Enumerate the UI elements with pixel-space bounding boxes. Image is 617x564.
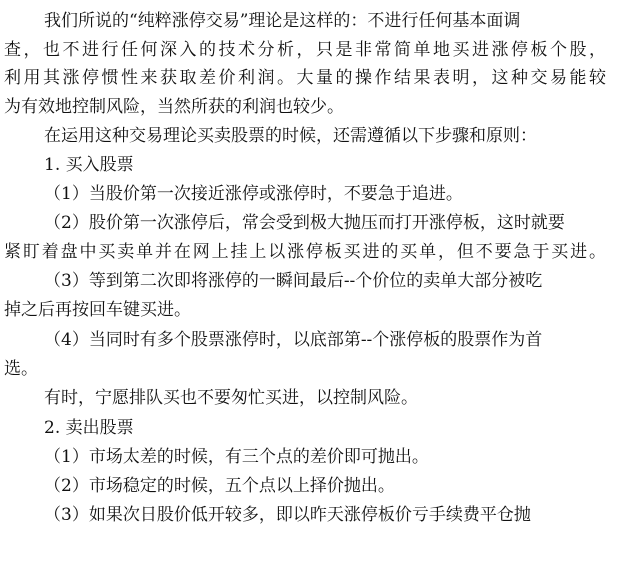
buy-note: 有时，宁愿排队买也不要匆忙买进，以控制风险。 — [44, 388, 418, 408]
buy-rule-4-line-2: 选。 — [4, 359, 38, 379]
buy-rule-1: （1）当股价第一次接近涨停或涨停时，不要急于追进。 — [44, 184, 463, 204]
buy-rule-4-line-1: （4）当同时有多个股票涨停时，以底部第--个涨停板的股票作为首 — [44, 330, 543, 350]
buy-rule-2-line-1: （2）股价第一次涨停后，常会受到极大抛压而打开涨停板，这时就要 — [44, 213, 565, 233]
sell-rule-2: （2）市场稳定的时候，五个点以上择价抛出。 — [44, 476, 395, 496]
sell-rule-3: （3）如果次日股价低开较多，即以昨天涨停板价亏手续费平仓抛 — [44, 505, 531, 525]
buy-rule-3-line-2: 掉之后再按回车键买进。 — [4, 300, 191, 320]
buy-heading: 1. 买入股票 — [44, 155, 134, 175]
buy-rule-3-line-1: （3）等到第二次即将涨停的一瞬间最后--个价位的卖单大部分被吃 — [44, 271, 543, 291]
sell-heading: 2. 卖出股票 — [44, 418, 134, 438]
intro-line-4: 为有效地控制风险，当然所获的利润也较少。 — [4, 97, 344, 117]
intro-line-1: 我们所说的“纯粹涨停交易”理论是这样的：不进行任何基本面调 — [44, 11, 521, 31]
principle-lead: 在运用这种交易理论买卖股票的时候，还需遵循以下步骤和原则： — [44, 126, 537, 146]
buy-rule-2-line-2: 紧盯着盘中买卖单并在网上挂上以涨停板买进的买单，但不要急于买进。 — [4, 242, 606, 262]
intro-line-3: 利用其涨停惯性来获取差价利润。大量的操作结果表明，这种交易能较 — [4, 68, 606, 88]
sell-rule-1: （1）市场太差的时候，有三个点的差价即可抛出。 — [44, 447, 429, 467]
intro-line-2: 查，也不进行任何深入的技术分析，只是非常简单地买进涨停板个股， — [4, 40, 606, 60]
